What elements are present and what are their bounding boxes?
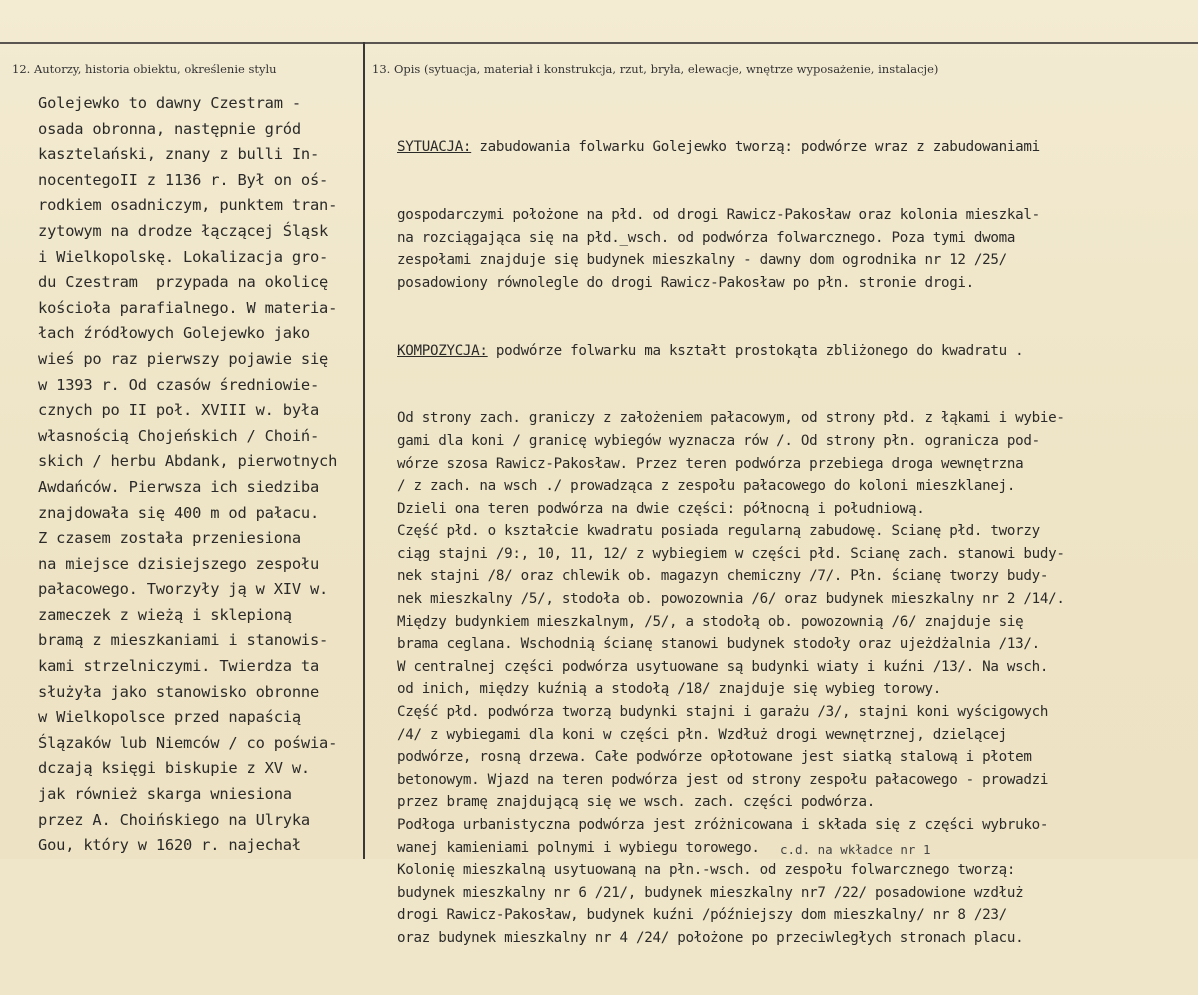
text-line: w 1393 r. Od czasów średniowie- — [38, 375, 320, 394]
text-line: kami strzelniczymi. Twierdza ta — [38, 657, 320, 676]
text-line: nek mieszkalny /5/, stodoła ob. powozownia /6/ oraz budynek mieszkalny nr 2 /14/. — [397, 591, 1065, 608]
text-line: w Wielkopolsce przed napaścią — [38, 708, 301, 727]
text-line: dczają księgi biskupie z XV w. — [38, 759, 310, 778]
field-12-header: 12. Autorzy, historia obiektu, określenie stylu — [12, 62, 277, 76]
text-line: zytowym na drodze łączącej Śląsk — [38, 221, 329, 240]
text-line: betonowym. Wjazd na teren podwórza jest od strony zespołu pałacowego - prowadzi — [397, 771, 1049, 788]
text-line: Kolonię mieszkalną usytuowaną na płn.-wsch. od zespołu folwarcznego tworzą: — [397, 862, 1016, 879]
text-line: Między budynkiem mieszkalnym, /5/, a stodołą ob. powozownią /6/ znajduje się — [397, 613, 1024, 630]
text-line: brama ceglana. Wschodnią ścianę stanowi budynek stodoły oraz ujeżdżalnia /13/. — [397, 636, 1040, 653]
text-line: Część płd. podwórza tworzą budynki stajni i garażu /3/, stajni koni wyścigowych — [397, 704, 1049, 721]
text-line: gospodarczymi położone na płd. od drogi Rawicz-Pakosław oraz kolonia mieszkal- — [397, 206, 1040, 223]
text-line: skich / herbu Abdank, pierwotnych — [38, 452, 338, 471]
text-line: Podłoga urbanistyczna podwórza jest zróżnicowana i składa się z części wybruko- — [397, 817, 1049, 833]
text-line: jak również skarga wniesiona — [38, 785, 292, 804]
sytuacja-text — [397, 204, 1198, 294]
text-line: gami dla koni / granicę wybiegów wyznacza rów /. Od strony płn. ogranicza pod- — [397, 432, 1040, 449]
text-line: bramą z mieszkaniami i stanowis- — [38, 631, 329, 650]
text-line: służyła jako stanowisko obronne — [38, 682, 320, 701]
text-line: drogi Rawicz-Pakosław, budynek kuźni /późniejszy dom mieszkalny/ nr 8 /23/ — [397, 907, 1007, 924]
text-line: budynek mieszkalny nr 6 /21/, budynek mieszkalny nr7 /22/ posadowione wzdłuż — [397, 884, 1024, 901]
text-line: ciąg stajni /9:, 10, 11, 12/ z wybiegiem w części płd. Scianę zach. stanowi budy- — [397, 545, 1065, 562]
text-line: na miejsce dzisiejszego zespołu — [38, 554, 320, 573]
text-line: znajdowała się 400 m od pałacu. — [38, 503, 320, 522]
text-line: oraz budynek mieszkalny nr 4 /24/ położone po przeciwległych stronach placu. — [397, 929, 1024, 946]
text-line: przez bramę znajdującą się we wsch. zach. części podwórza. — [397, 794, 876, 811]
top-rule — [0, 42, 1198, 44]
history-text — [38, 91, 363, 859]
text-line: i Wielkopolskę. Lokalizacja gro- — [38, 247, 329, 266]
text-line: wieś po raz pierwszy pojawie się — [38, 349, 329, 368]
text-line: cznych po II poł. XVIII w. była — [38, 401, 320, 420]
text-line: /4/ z wybiegami dla koni w części płn. Wzdłuż drogi wewnętrznej, dzielącej — [397, 726, 1007, 743]
text-line: Awdańców. Pierwsza ich siedziba — [38, 477, 320, 496]
text-line: kasztelański, znany z bulli In- — [38, 145, 320, 164]
text-line: zespołami znajduje się budynek mieszkalny - dawny dom ogrodnika nr 12 /25/ — [397, 252, 1007, 269]
field-13-header: 13. Opis (sytuacja, materiał i konstrukcja, rzut, bryła, elewacje, wnętrze wyposażenie, instalacje) — [372, 62, 939, 76]
text-line: zabudowania folwarku Golejewko tworzą: podwórze wraz z zabudowaniami — [471, 139, 1040, 156]
text-line: kościoła parafialnego. W materia- — [38, 298, 338, 317]
text-line: du Czestram przypada na okolicę — [38, 273, 329, 292]
text-line: zameczek z wieżą i sklepioną — [38, 605, 292, 624]
description-text — [397, 91, 1198, 995]
text-line: Z czasem została przeniesiona — [38, 529, 301, 548]
text-line: posadowiony równolegle do drogi Rawicz-Pakosław po płn. stronie drogi. — [397, 274, 974, 291]
text-line: Ślązaków lub Niemców / co poświa- — [38, 733, 338, 752]
text-line: osada obronna, następnie gród — [38, 119, 301, 138]
continuation-note: c.d. na wkładce nr 1 — [780, 842, 931, 857]
text-line: podwórze, rosną drzewa. Całe podwórze opłotowane jest siatką stalową i płotem — [397, 749, 1032, 766]
column-divider — [363, 42, 365, 859]
text-line: Golejewko to dawny Czestram - — [38, 94, 301, 112]
sytuacja-line-1 — [397, 136, 1198, 159]
sytuacja-label: SYTUACJA: — [397, 139, 472, 156]
text-line: nocentegoII z 1136 r. Był on oś- — [38, 170, 329, 189]
text-line: łach źródłowych Golejewko jako — [38, 324, 310, 343]
text-line: / z zach. na wsch ./ prowadząca z zespołu pałacowego do koloni mieszklanej. — [397, 478, 1016, 495]
kompozycja-line-1 — [397, 340, 1198, 363]
text-line: Od strony zach. graniczy z założeniem pałacowym, od strony płd. z łąkami i wybie- — [397, 410, 1065, 427]
kompozycja-label: KOMPOZYCJA: — [397, 342, 488, 359]
text-line: pałacowego. Tworzyły ją w XIV w. — [38, 580, 329, 599]
text-line: Część płd. o kształcie kwadratu posiada regularną zabudowę. Scianę płd. tworzy — [397, 523, 1040, 540]
text-line: Gou, który w 1620 r. najechał — [38, 836, 301, 855]
text-line: na rozciągająca się na płd._wsch. od podwórza folwarcznego. Poza tymi dwoma — [397, 229, 1016, 246]
text-line: przez A. Choińskiego na Ulryka — [38, 810, 310, 829]
text-line: nek stajni /8/ oraz chlewik ob. magazyn chemiczny /7/. Płn. ścianę tworzy budy- — [397, 568, 1049, 585]
text-line: wanej kamieniami polnymi i wybiegu torowego. — [397, 839, 760, 856]
text-line: W centralnej części podwórza usytuowane są budynki wiaty i kuźni /13/. Na wsch. — [397, 658, 1049, 675]
text-line: własnością Chojeńskich / Choiń- — [38, 426, 320, 445]
text-line: wórze szosa Rawicz-Pakosław. Przez teren podwórza przebiega droga wewnętrzna — [397, 455, 1024, 472]
kompozycja-text — [397, 407, 1198, 949]
text-line: rodkiem osadniczym, punktem tran- — [38, 196, 338, 215]
text-line: podwórze folwarku ma kształt prostokąta zbliżonego do kwadratu . — [487, 342, 1024, 359]
text-line: od inich, między kuźnią a stodołą /18/ znajduje się wybieg torowy. — [397, 681, 941, 698]
text-line: Dzieli ona teren podwórza na dwie części: północną i południową. — [397, 500, 925, 517]
